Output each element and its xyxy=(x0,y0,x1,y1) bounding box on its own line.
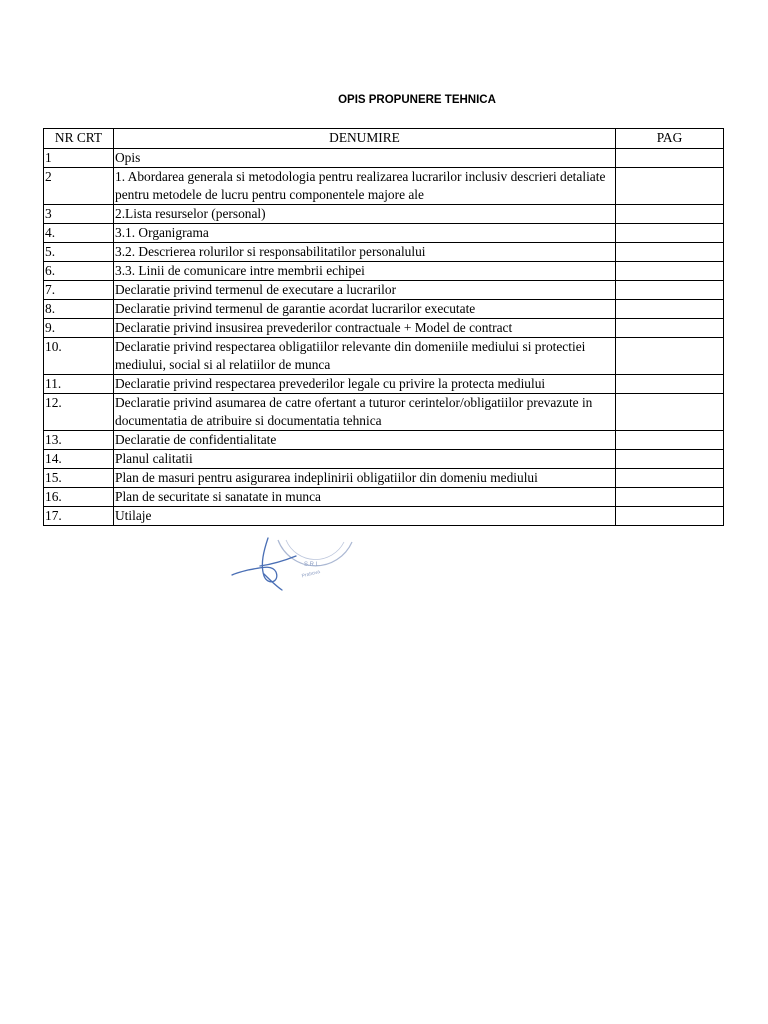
table-row xyxy=(44,469,724,488)
row-number: 5. xyxy=(44,243,114,262)
row-name: 1. Abordarea generala si metodologia pentru realizarea lucrarilor inclusiv descrieri detaliate pentru metodele de lucru pentru componentele majore ale xyxy=(114,168,616,205)
row-name: Utilaje xyxy=(114,507,616,526)
document-title: OPIS PROPUNERE TEHNICA xyxy=(338,94,496,106)
row-name: 3.3. Linii de comunicare intre membrii echipei xyxy=(114,262,616,281)
row-name: 3.2. Descrierea rolurilor si responsabilitatilor personalului xyxy=(114,243,616,262)
row-page xyxy=(616,450,724,469)
row-number: 9. xyxy=(44,319,114,338)
stamp-signature-image xyxy=(230,520,360,592)
row-number: 4. xyxy=(44,224,114,243)
table-row xyxy=(44,394,724,431)
stamp-text-2: Prahova xyxy=(301,569,321,580)
table-row xyxy=(44,300,724,319)
row-name: Declaratie privind termenul de executare a lucrarilor xyxy=(114,281,616,300)
header-nr-crt: NR CRT xyxy=(44,129,114,149)
table-row xyxy=(44,281,724,300)
row-page xyxy=(616,149,724,168)
row-number: 13. xyxy=(44,431,114,450)
row-page xyxy=(616,375,724,394)
table-row xyxy=(44,224,724,243)
row-name: Declaratie privind termenul de garantie acordat lucrarilor executate xyxy=(114,300,616,319)
row-number: 10. xyxy=(44,338,114,375)
row-page xyxy=(616,243,724,262)
table-row xyxy=(44,205,724,224)
row-number: 15. xyxy=(44,469,114,488)
header-denumire: DENUMIRE xyxy=(114,129,616,149)
table-row xyxy=(44,450,724,469)
row-number: 7. xyxy=(44,281,114,300)
table-row xyxy=(44,149,724,168)
row-number: 16. xyxy=(44,488,114,507)
table-header-row xyxy=(44,129,724,149)
table-row xyxy=(44,262,724,281)
row-name: Plan de securitate si sanatate in munca xyxy=(114,488,616,507)
table-row xyxy=(44,243,724,262)
table-row xyxy=(44,507,724,526)
table-row xyxy=(44,319,724,338)
row-page xyxy=(616,469,724,488)
row-name: Plan de masuri pentru asigurarea indeplinirii obligatiilor din domeniu mediului xyxy=(114,469,616,488)
table-row xyxy=(44,431,724,450)
row-name: Declaratie privind respectarea prevederilor legale cu privire la protecta mediului xyxy=(114,375,616,394)
row-number: 17. xyxy=(44,507,114,526)
row-page xyxy=(616,338,724,375)
row-page xyxy=(616,168,724,205)
opis-table xyxy=(43,128,724,526)
row-number: 2 xyxy=(44,168,114,205)
table-row xyxy=(44,375,724,394)
row-number: 3 xyxy=(44,205,114,224)
row-number: 1 xyxy=(44,149,114,168)
row-name: Opis xyxy=(114,149,616,168)
row-name: Declaratie privind insusirea prevederilor contractuale + Model de contract xyxy=(114,319,616,338)
header-pag: PAG xyxy=(616,129,724,149)
stamp-text: S.R.L. xyxy=(304,562,321,568)
row-page xyxy=(616,281,724,300)
row-number: 12. xyxy=(44,394,114,431)
row-page xyxy=(616,431,724,450)
row-page xyxy=(616,300,724,319)
row-number: 11. xyxy=(44,375,114,394)
row-number: 8. xyxy=(44,300,114,319)
row-name: Declaratie privind asumarea de catre ofertant a tuturor cerintelor/obligatiilor prevazute in documentatia de atribuire si documentatia tehnica xyxy=(114,394,616,431)
row-page xyxy=(616,205,724,224)
row-number: 14. xyxy=(44,450,114,469)
row-name: Planul calitatii xyxy=(114,450,616,469)
row-name: 2.Lista resurselor (personal) xyxy=(114,205,616,224)
row-page xyxy=(616,488,724,507)
row-page xyxy=(616,319,724,338)
table-row xyxy=(44,168,724,205)
row-name: 3.1. Organigrama xyxy=(114,224,616,243)
row-number: 6. xyxy=(44,262,114,281)
row-name: Declaratie de confidentialitate xyxy=(114,431,616,450)
table-row xyxy=(44,488,724,507)
row-page xyxy=(616,507,724,526)
row-page xyxy=(616,262,724,281)
table-row xyxy=(44,338,724,375)
row-page xyxy=(616,394,724,431)
row-page xyxy=(616,224,724,243)
row-name: Declaratie privind respectarea obligatiilor relevante din domeniile mediului si protectiei mediului, social si al relatiilor de munca xyxy=(114,338,616,375)
